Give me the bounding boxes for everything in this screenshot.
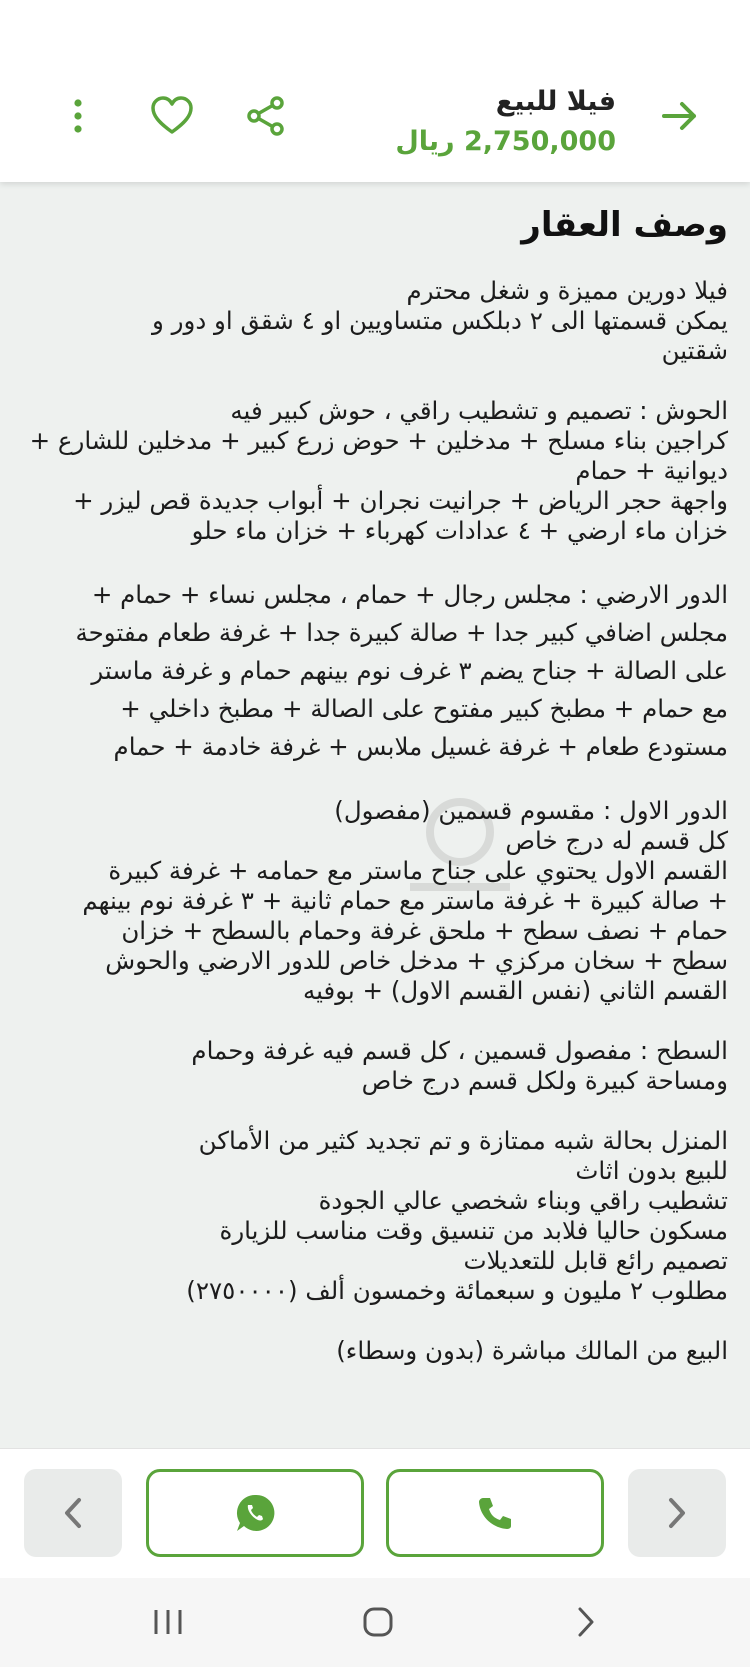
description-line: القسم الثاني (نفس القسم الاول) + بوفيه <box>303 976 728 1005</box>
description-paragraph <box>18 396 728 546</box>
description-paragraph <box>18 276 728 366</box>
description-line: مجلس اضافي كبير جدا + صالة كبيرة جدا + غرفة طعام مفتوحة <box>75 618 728 647</box>
description-line: كل قسم له درج خاص <box>505 826 728 855</box>
description-line: خزان ماء ارضي + ٤ عدادات كهرباء + خزان ماء حلو <box>191 516 728 545</box>
description-line: واجهة حجر الرياض + جرانيت نجران + أبواب جديدة قص ليزر + <box>73 486 728 515</box>
description-line: مستودع طعام + غرفة غسيل ملابس + غرفة خادمة + حمام <box>113 732 728 761</box>
description-line: المنزل بحالة شبه ممتازة و تم تجديد كثير من الأماكن <box>198 1126 728 1155</box>
description-line: البيع من المالك مباشرة (بدون وسطاء) <box>336 1336 728 1365</box>
description-line: تشطيب راقي وبناء شخصي عالي الجودة <box>318 1186 728 1215</box>
description-line: الحوش : تصميم و تشطيب راقي ، حوش كبير فيه <box>230 396 728 425</box>
previous-listing-button[interactable] <box>24 1469 122 1557</box>
description-line: القسم الاول يحتوي على جناح ماستر مع حمامه + غرفة كبيرة <box>108 856 728 885</box>
description-line: مع حمام + مطبخ كبير مفتوح على الصالة + مطبخ داخلي + <box>120 694 728 723</box>
back-arrow-icon[interactable] <box>650 86 710 146</box>
listing-title: فيلا للبيع <box>495 86 616 117</box>
description-paragraph <box>18 1036 728 1096</box>
listing-description-section <box>0 182 750 1448</box>
app-header <box>0 0 750 182</box>
description-line: ومساحة كبيرة ولكل قسم درج خاص <box>361 1066 728 1095</box>
description-paragraph <box>18 1336 728 1366</box>
description-line: كراجين بناء مسلح + مدخلين + حوض زرع كبير + مدخلين للشارع + <box>29 426 728 455</box>
share-icon[interactable] <box>236 86 296 146</box>
description-line: على الصالة + جناح يضم ٣ غرف نوم بينهم حمام و غرفة ماستر <box>91 656 728 685</box>
description-line: الدور الاول : مقسوم قسمين (مفصول) <box>334 796 728 825</box>
call-button[interactable] <box>386 1469 604 1557</box>
description-line: ديوانية + حمام <box>575 456 728 485</box>
listing-price: 2,750,000 ريال <box>395 126 616 157</box>
whatsapp-icon <box>235 1493 275 1533</box>
phone-icon <box>477 1495 513 1531</box>
next-listing-button[interactable] <box>628 1469 726 1557</box>
contact-action-bar <box>0 1448 750 1578</box>
description-line: سطح + سخان مركزي + مدخل خاص للدور الارضي والحوش <box>105 946 728 975</box>
whatsapp-button[interactable] <box>146 1469 364 1557</box>
description-line: شقتين <box>661 336 728 365</box>
description-paragraph <box>18 1126 728 1306</box>
chevron-right-icon <box>665 1496 689 1530</box>
description-line: + صالة كبيرة + غرفة ماستر مع حمام ثانية + ٣ غرفة نوم بينهم <box>82 886 728 915</box>
description-line: السطح : مفصول قسمين ، كل قسم فيه غرفة وحمام <box>191 1036 728 1065</box>
system-navigation-bar <box>0 1578 750 1667</box>
description-line: فيلا دورين مميزة و شغل محترم <box>406 276 728 305</box>
description-line: تصميم رائع قابل للتعديلات <box>463 1246 728 1275</box>
description-paragraph <box>18 576 728 766</box>
description-line: يمكن قسمتها الى ٢ دبلكس متساويين او ٤ شقق او دور و <box>152 306 728 335</box>
home-icon[interactable] <box>348 1600 408 1644</box>
description-line: مطلوب ٢ مليون و سبعمائة وخمسون ألف (٢٧٥٠٠٠٠) <box>186 1276 728 1305</box>
more-vertical-icon[interactable] <box>48 86 108 146</box>
chevron-left-icon <box>61 1496 85 1530</box>
heart-icon[interactable] <box>142 86 202 146</box>
description-line: الدور الارضي : مجلس رجال + حمام ، مجلس نساء + حمام + <box>91 580 728 609</box>
property-description <box>18 276 728 1396</box>
recents-icon[interactable] <box>138 1600 198 1644</box>
description-line: حمام + نصف سطح + ملحق غرفة وحمام بالسطح + خزان <box>121 916 728 945</box>
description-line: للبيع بدون اثاث <box>575 1156 728 1185</box>
back-icon[interactable] <box>556 1600 616 1644</box>
section-title: وصف العقار <box>521 205 728 245</box>
description-paragraph <box>18 796 728 1006</box>
description-line: مسكون حاليا فلابد من تنسيق وقت مناسب للزيارة <box>219 1216 728 1245</box>
